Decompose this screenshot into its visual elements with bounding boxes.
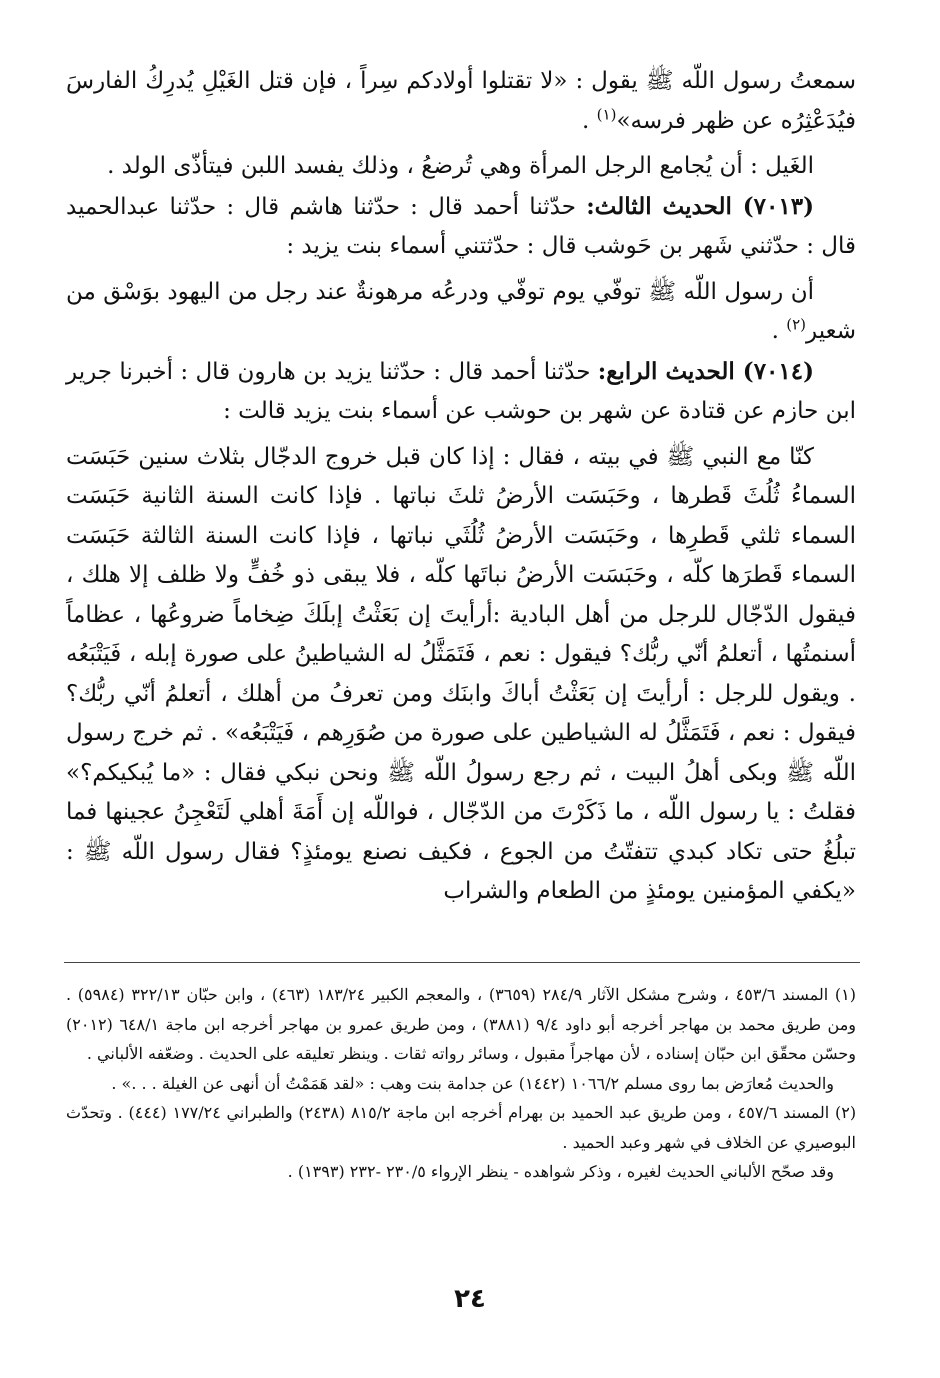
- hadith-heading-3: [66, 187, 856, 267]
- gloss-paragraph: الغَيل : أن يُجامع الرجل المرأة وهي تُرضعُ ، وذلك يفسد اللبن فيتأذّى الولد .: [107, 153, 814, 179]
- footnote-1: (١) المسند ٤٥٣/٦ ، وشرح مشكل الآثار ٢٨٤/٩ (٣٦٥٩) ، والمعجم الكبير ١٨٣/٢٤ (٤٦٣) ، وابن حبّان ٣٢٢/١٣ (٥٩٨٤) . ومن طريق محمد بن مهاجر أخرجه أبو داود ٩/٤ (٣٨٨١) ، ومن طريق عمرو بن مهاجر أخرجه ابن ماجة ٦٤٨/١ (٢٠١٢) وحسّن محقّق ابن حبّان إسناده ، لأن مهاجراً مقبول ، وسائر رواته ثقات . وينظر تعليقه على الحديث . وضعّفه الألباني .: [66, 985, 857, 1063]
- hadith-number-title: (٧٠١٣) الحديث الثالث:: [586, 192, 814, 220]
- footnote-ref-2: (٢): [786, 315, 806, 334]
- main-text: [66, 62, 856, 912]
- footnote-1-continuation: والحديث مُعارَض بما روى مسلم ١٠٦٦/٢ (١٤٤٢) عن جدامة بنت وهب : «لقد هَمَمْتُ أن أنهى عن الغيلة . . .» .: [111, 1073, 834, 1093]
- hadith-number-title: (٧٠١٤) الحديث الرابع:: [597, 357, 815, 385]
- hadith-text: سمعتُ رسول اللّه ﷺ يقول : «لا تقتلوا أولادكم سِراً ، فإن قتل الغَيْلِ يُدرِكُ الفارسَ فيُدَعْثِرُه عن ظهر فرسه»: [66, 68, 856, 134]
- hadith-text-continuation: [66, 62, 856, 141]
- hadith-matn-4: كنّا مع النبي ﷺ في بيته ، فقال : إذا كان قبل خروج الدجّال بثلاث سنين حَبَسَت السماءُ ثُلُثَ قَطرها ، وحَبَسَت الأرضُ ثلثَ نباتها . فإذا كانت السنة الثانية حَبَسَت السماء ثلثي قَطرِها ، وحَبَسَت الأرضُ ثُلُثَي نباتها ، فإذا كانت السنة الثالثة حَبَسَت السماء قَطرَها كلّه ، وحَبَسَت الأرضُ نباتَها كلّه ، فلا يبقى ذو خُفٍّ ولا ظلف إلا هلك ، فيقول الدّجّال للرجل من أهل البادية :أرأيتَ إن بَعَثْتُ إبلَكَ ضِخاماً ضروعُها ، عظاماً أسنمتُها ، أتعلمُ أنّي ربُّك؟ فيقول : نعم ، فَتَمَثَّلُ له الشياطينُ على صورة إبله ، فَيَتْبَعُه . ويقول للرجل : أرأيتَ إن بَعَثْتُ أباكَ وابنَك ومن تعرفُ من أهلك ، أتعلمُ أنّي ربُّك؟ فيقول : نعم ، فَتَمَثَّلُ له الشياطين على صورة من صُوَرِهم ، فَيَتْبَعُه» . ثم خرج رسول اللّه ﷺ وبكى أهلُ البيت ، ثم رجع رسولُ اللّه ﷺ ونحن نبكي فقال : «ما يُبكيكم؟» فقلتُ : يا رسول اللّه ، ما ذَكَرْتَ من الدّجّال ، فواللّه إن أَمَةَ أهلي لَتَعْجِنُ عجينها فما تبلُغُ حتى تكاد كبدي تتفتّتُ من الجوع ، فكيف نصنع يومئذٍ؟ فقال رسول اللّه ﷺ : «يكفي المؤمنين يومئذٍ من الطعام والشراب: [65, 443, 856, 904]
- footnotes: [66, 980, 856, 1187]
- footnote-2-continuation: وقد صحّح الألباني الحديث لغيره ، وذكر شواهده - ينظر الإرواء ٢٣٠/٥ -٢٣٢ (١٣٩٣) .: [287, 1162, 834, 1181]
- hadith-heading-4: [66, 352, 856, 432]
- matn-text: أن رسول اللّه ﷺ توفّي يوم توفّي ودرعُه مرهونةٌ عند رجل من اليهود بوَسْق من شعير: [66, 278, 856, 344]
- page-number: ٢٤: [454, 1284, 486, 1314]
- hadith-matn-3: [66, 273, 856, 352]
- punctuation: .: [771, 318, 787, 344]
- footnote-ref-1: (١): [596, 104, 617, 123]
- isnad-text: حدّثنا أحمد قال : حدّثنا هاشم قال : حدّثنا عبدالحميد قال : حدّثني شَهر بن حَوشب قال : حدّثتني أسماء بنت يزيد :: [66, 193, 856, 259]
- punctuation: .: [582, 107, 597, 134]
- footnote-2: (٢) المسند ٤٥٧/٦ ، ومن طريق عبد الحميد بن بهرام أخرجه ابن ماجة ٨١٥/٢ (٢٤٣٨) والطبراني ١٧٧/٢٤ (٤٤٤) . وتحدّث البوصيري عن الخلاف في شهر وعبد الحميد .: [66, 1103, 857, 1152]
- isnad-text: حدّثنا أحمد قال : حدّثنا يزيد بن هارون قال : أخبرنا جرير ابن حازم عن قتادة عن شهر بن حوشب عن أسماء بنت يزيد قالت :: [66, 358, 856, 424]
- footnote-divider: [64, 962, 860, 963]
